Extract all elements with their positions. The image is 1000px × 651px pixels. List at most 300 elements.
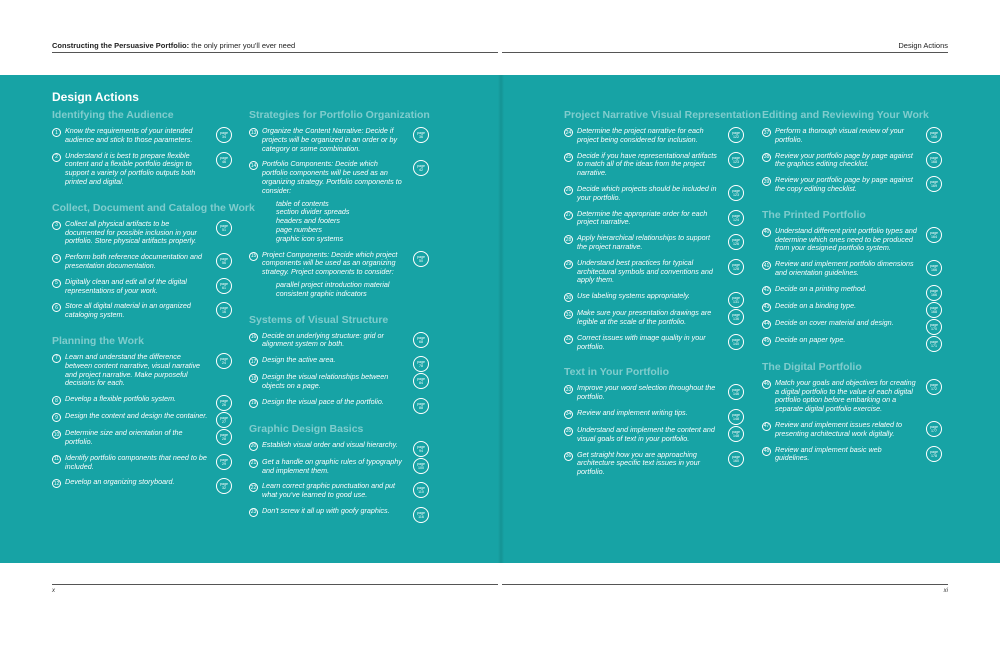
page-word: page [732, 296, 740, 301]
action-text-body: Organize the Content Narrative: Decide if projects will be organized in an order or by category or some combination. [262, 126, 398, 153]
action-text-body: Design the active area. [262, 355, 336, 365]
page-reference-badge [413, 127, 429, 143]
action-text [577, 409, 746, 418]
action-item [52, 477, 234, 491]
page-number: 178 [931, 453, 937, 458]
action-text [262, 398, 431, 407]
action-item [564, 210, 746, 228]
action-text-body: Decide on underlying structure: grid or alignment system or both. [262, 330, 384, 349]
page-word: page [732, 313, 740, 318]
action-text [577, 234, 746, 252]
action-text [65, 302, 234, 320]
page-number: 61 [222, 285, 226, 290]
page-reference-badge [728, 185, 744, 201]
page-number: 169 [931, 184, 937, 189]
item-number-badge: 43 [763, 304, 770, 311]
page-word: page [220, 223, 228, 228]
section-heading: Planning the Work [52, 334, 144, 347]
action-item [564, 259, 746, 285]
item-number-badge: 44 [763, 321, 770, 328]
action-item [564, 185, 746, 203]
page-number: 116 [418, 514, 424, 519]
page-reference-badge [728, 152, 744, 168]
action-item [762, 421, 944, 439]
action-text [577, 210, 746, 228]
action-item [52, 394, 234, 408]
footer-rule-right [502, 584, 948, 585]
item-number-badge: 32 [565, 336, 572, 343]
sub-list-item: consistent graphic indicators [276, 288, 367, 298]
page-reference-badge [728, 451, 744, 467]
section [249, 422, 431, 517]
page-reference-badge [216, 152, 232, 168]
page-word: page [220, 433, 228, 438]
section [52, 334, 234, 491]
item-number-badge: 39 [763, 178, 770, 185]
action-text-body: Apply hierarchical relationships to support the project narrative. [577, 233, 711, 251]
item-number-badge: 30 [565, 294, 572, 301]
action-text [775, 421, 944, 439]
page-reference-badge [413, 507, 429, 523]
action-item [249, 441, 431, 451]
page-word: page [930, 180, 938, 185]
action-item [564, 451, 746, 477]
page-reference-badge [413, 398, 429, 414]
action-item [52, 220, 234, 246]
action-item [52, 152, 234, 187]
action-text [775, 336, 944, 345]
action-text-body: Review and implement basic web guidelines. [775, 444, 882, 463]
action-text-body: Identify portfolio components that need to be included. [65, 452, 207, 471]
section-heading: Collect, Document and Catalog the Work [52, 201, 255, 214]
action-item [564, 152, 746, 178]
page-word: page [732, 429, 740, 434]
page-reference-badge [926, 319, 942, 335]
header-rule-left [52, 52, 498, 53]
running-head-right: Design Actions [898, 41, 948, 50]
action-text [577, 185, 746, 203]
action-text-body: Decide on cover material and design. [775, 317, 894, 327]
page-number: 84 [419, 381, 423, 386]
action-text [775, 302, 944, 311]
action-item [249, 332, 431, 350]
page-number: 166 [931, 292, 937, 297]
sub-list-item: graphic icon systems [276, 233, 344, 243]
page-reference-badge [926, 421, 942, 437]
action-text-body: Determine size and orientation of the portfolio. [65, 428, 183, 446]
section [564, 108, 762, 351]
page-number: 170 [931, 326, 937, 331]
item-number-badge: 14 [250, 162, 257, 169]
item-number-badge: 9 [52, 413, 61, 422]
section [762, 208, 944, 346]
page-number: 123 [733, 159, 739, 164]
page-number: 100 [418, 465, 424, 470]
page-number: 136 [733, 317, 739, 322]
item-number-badge: 33 [565, 386, 572, 393]
action-text-body: Decide on a binding type. [775, 300, 857, 310]
action-text [262, 482, 431, 500]
page-reference-badge [413, 251, 429, 267]
action-text-body: Establish visual order and visual hierarchy. [262, 439, 398, 449]
action-text-body: Get straight how you are approaching architecture specific text issues in your portfolio. [577, 449, 701, 477]
action-text-body: Design the content and design the container. [65, 411, 208, 421]
sub-list-item: parallel project introduction material [276, 279, 390, 289]
page-reference-badge [216, 454, 232, 470]
page-word: page [930, 131, 938, 135]
page-word: page [930, 322, 938, 327]
action-text [577, 384, 746, 402]
page-number: 88 [419, 405, 423, 410]
action-item [249, 373, 431, 391]
page-number: 168 [931, 309, 937, 314]
action-text-body: Review and implement portfolio dimensions and orientation guidelines. [775, 259, 914, 277]
folio-right: xi [943, 588, 948, 594]
item-number-badge: 26 [565, 187, 572, 194]
page-title: Design Actions [52, 90, 139, 104]
page-reference-badge [216, 127, 232, 143]
page-word: page [732, 238, 740, 243]
sub-list [262, 281, 405, 299]
item-number-badge: 5 [52, 279, 61, 288]
action-text-body: Decide on a printing method. [775, 283, 867, 293]
item-number-badge: 17 [250, 358, 257, 365]
item-number-badge: 40 [763, 229, 770, 236]
action-item [564, 426, 746, 444]
page-word: page [417, 164, 425, 169]
page-number: 78 [419, 364, 423, 369]
column-2 [249, 108, 431, 531]
action-text [577, 309, 746, 327]
item-number-badge: 47 [763, 423, 770, 430]
action-text [775, 446, 944, 464]
page-word: page [220, 416, 228, 421]
item-number-badge: 20 [250, 443, 257, 450]
action-text-body: Review and implement issues related to presenting architectural work digitally. [775, 419, 903, 438]
action-item [564, 384, 746, 402]
page-reference-badge [216, 478, 232, 494]
page-reference-badge [926, 152, 942, 168]
page-word: page [930, 288, 938, 293]
page-number: 148 [733, 433, 739, 438]
item-number-badge: 42 [763, 287, 770, 294]
item-number-badge: 27 [565, 212, 572, 219]
page-word: page [417, 444, 425, 449]
page-reference-badge [216, 278, 232, 294]
action-text-body: Design the visual pace of the portfolio. [262, 396, 384, 406]
section [762, 360, 944, 463]
item-number-badge: 8 [52, 396, 61, 405]
action-item [762, 302, 944, 312]
page-number: 56 [222, 261, 226, 266]
section [249, 108, 431, 299]
page-word: page [930, 382, 938, 387]
section-heading: Strategies for Portfolio Organization [249, 109, 430, 121]
action-item [249, 251, 431, 299]
action-text [65, 220, 234, 246]
page-number: 32 [222, 486, 226, 491]
page-reference-badge [413, 458, 429, 474]
action-item [249, 160, 431, 243]
page-word: page [930, 449, 938, 454]
folio-left: x [52, 588, 55, 594]
action-item [762, 285, 944, 295]
item-number-badge: 2 [52, 153, 61, 162]
action-text-body: Review your portfolio page by page against the copy editing checklist. [775, 175, 913, 193]
item-number-badge: 25 [565, 154, 572, 161]
page-number: 46 [222, 159, 226, 164]
page-word: page [732, 388, 740, 393]
item-number-badge: 3 [52, 221, 61, 230]
page-number: 122 [733, 135, 739, 139]
action-text [775, 127, 944, 145]
action-item [762, 127, 944, 145]
book-subtitle: the only primer you'll ever need [189, 41, 296, 50]
page-number: 148 [733, 416, 739, 421]
page-word: page [732, 155, 740, 160]
page-word: page [220, 281, 228, 286]
page-word: page [930, 339, 938, 344]
page-number: 126 [733, 242, 739, 247]
page-word: page [220, 306, 228, 311]
action-text-body: Store all digital material in an organized cataloging system. [65, 301, 191, 320]
page-reference-badge [728, 334, 744, 350]
section-heading: Editing and Reviewing Your Work [762, 109, 929, 121]
page-reference-badge [216, 220, 232, 236]
item-number-badge: 23 [250, 509, 257, 516]
section-heading: Text in Your Portfolio [564, 366, 669, 379]
action-text [577, 292, 746, 301]
action-text-body: Review your portfolio page by page against the graphics editing checklist. [775, 150, 913, 169]
page-number: 164 [931, 234, 937, 239]
page-number: 36 [419, 135, 423, 139]
page-reference-badge [728, 426, 744, 442]
item-number-badge: 22 [250, 484, 257, 491]
action-text-body: Determine the appropriate order for each project narrative. [577, 208, 708, 227]
page-number: 172 [931, 386, 937, 391]
page-reference-badge [926, 302, 942, 318]
page-word: page [220, 131, 228, 135]
item-number-badge: 35 [565, 428, 572, 435]
action-item [249, 355, 431, 369]
page-number: 28 [222, 437, 226, 442]
section-heading: Systems of Visual Structure [249, 313, 389, 326]
page-number: 128 [733, 266, 739, 271]
page-number: 160 [733, 458, 739, 463]
page-number: 140 [733, 341, 739, 346]
action-text-body: Match your goals and objectives for creating a digital portfolio to the value of each digital portfolio option before embarking on a separate digital portfolio exercise. [775, 377, 916, 414]
section-heading: The Digital Portfolio [762, 360, 862, 373]
item-number-badge: 12 [53, 480, 60, 487]
page-word: page [930, 264, 938, 269]
item-number-badge: 37 [763, 129, 770, 136]
page-reference-badge [926, 446, 942, 462]
sub-list-item: table of contents [276, 198, 329, 208]
action-text-body: Design the visual relationships between objects on a page. [262, 372, 389, 390]
action-item [52, 454, 234, 472]
action-text [262, 332, 431, 350]
page-number: 168 [931, 159, 937, 164]
page-word: page [732, 412, 740, 417]
item-number-badge: 11 [53, 456, 60, 463]
page-reference-badge [728, 259, 744, 275]
page-word: page [732, 337, 740, 342]
action-item [564, 409, 746, 419]
section [52, 108, 234, 187]
action-text [775, 152, 944, 170]
item-number-badge: 45 [763, 338, 770, 345]
action-text [65, 127, 234, 145]
action-text [262, 160, 431, 243]
page-reference-badge [413, 356, 429, 372]
page-number: 171 [931, 343, 937, 348]
page-reference-badge [413, 332, 429, 348]
section [249, 313, 431, 408]
page-number: 123 [733, 192, 739, 197]
page-word: page [220, 155, 228, 160]
item-number-badge: 15 [250, 253, 257, 260]
action-item [762, 379, 944, 414]
action-text [262, 373, 431, 391]
page-word: page [417, 360, 425, 365]
action-text [577, 259, 746, 285]
item-number-badge: 34 [565, 411, 572, 418]
action-text [65, 152, 234, 187]
action-text [577, 152, 746, 178]
item-number-badge: 46 [763, 381, 770, 388]
item-number-badge: 38 [763, 154, 770, 161]
page-word: page [930, 424, 938, 429]
page-reference-badge [926, 227, 942, 243]
action-text [577, 334, 746, 352]
page-number: 51 [222, 227, 226, 232]
action-item [249, 458, 431, 476]
footer-rule-left [52, 584, 498, 585]
item-number-badge: 48 [763, 448, 770, 455]
action-text [65, 278, 234, 296]
page-number: 177 [931, 428, 937, 433]
action-text [577, 451, 746, 477]
item-number-badge: 7 [52, 354, 61, 363]
item-number-badge: 28 [565, 236, 572, 243]
action-text [577, 426, 746, 444]
action-text [65, 454, 234, 472]
action-text [65, 395, 234, 404]
page-number: 50 [419, 258, 423, 263]
header-rule-right [502, 52, 948, 53]
action-text [262, 507, 431, 516]
action-text-body: Perform both reference documentation and presentation documentation. [65, 252, 203, 270]
page-word: page [732, 262, 740, 267]
action-item [762, 446, 944, 464]
page-number: 168 [931, 135, 937, 139]
item-number-badge: 24 [565, 129, 572, 136]
spread-gutter [498, 75, 504, 563]
column-4 [762, 108, 944, 477]
action-item [249, 398, 431, 408]
page-word: page [930, 155, 938, 160]
page-number: 42 [419, 168, 423, 173]
action-item [762, 260, 944, 278]
page-word: page [930, 305, 938, 310]
action-item [564, 291, 746, 305]
action-text-body: Understand best practices for typical architectural symbols and conventions and apply them. [577, 257, 713, 285]
action-text [65, 353, 234, 388]
action-text-body: Collect all physical artifacts to be documented for possible inclusion in your portfolio. Store physical artifacts properly. [65, 218, 197, 246]
action-item [52, 127, 234, 145]
page-word: page [220, 257, 228, 262]
item-number-badge: 21 [250, 460, 257, 467]
page-reference-badge [926, 127, 942, 143]
action-text-body: Understand different print portfolio types and determine which ones need to be produced from your designed portfolio system. [775, 225, 917, 253]
action-item [762, 152, 944, 170]
page-number: 24 [222, 360, 226, 365]
page-word: page [417, 461, 425, 466]
page-number: 110 [418, 490, 424, 495]
action-text-body: Get a handle on graphic rules of typography and implement them. [262, 456, 402, 475]
item-number-badge: 18 [250, 375, 257, 382]
book-title: Constructing the Persuasive Portfolio: [52, 41, 190, 50]
sub-list-item: page numbers [276, 224, 322, 234]
action-text [775, 260, 944, 278]
action-text [65, 429, 234, 447]
action-text-body: Decide if you have representational artifacts to match all of the ideas from the project narrative. [577, 150, 717, 178]
running-head-left [52, 41, 295, 50]
action-item [564, 234, 746, 252]
action-text-body: Use labeling systems appropriately. [577, 291, 690, 301]
action-text [775, 227, 944, 253]
page-reference-badge [926, 285, 942, 301]
action-item [564, 127, 746, 145]
action-text-body: Digitally clean and edit all of the digital representations of your work. [65, 276, 187, 295]
action-item [249, 127, 431, 153]
action-item [52, 302, 234, 320]
page-word: page [732, 188, 740, 193]
action-text-body: Perform a thorough visual review of your portfolio. [775, 126, 905, 144]
item-number-badge: 19 [250, 400, 257, 407]
section-heading: Graphic Design Basics [249, 422, 364, 435]
page-word: page [417, 131, 425, 135]
page-word: page [930, 230, 938, 235]
action-text [262, 127, 431, 153]
item-number-badge: 10 [53, 431, 60, 438]
page-reference-badge [216, 412, 232, 428]
action-item [249, 507, 431, 517]
page-number: 27 [222, 420, 226, 425]
action-text-body: Develop a flexible portfolio system. [65, 394, 177, 404]
page-reference-badge [216, 353, 232, 369]
page-reference-badge [216, 395, 232, 411]
action-text [65, 412, 234, 421]
action-item [52, 411, 234, 425]
action-text-body: Review and implement writing tips. [577, 407, 688, 417]
action-text [775, 176, 944, 194]
action-text-body: Improve your word selection throughout the portfolio. [577, 383, 716, 402]
page-reference-badge [926, 379, 942, 395]
sub-list [262, 200, 405, 244]
action-text-body: Understand and implement the content and visual goals of text in your portfolio. [577, 424, 715, 443]
item-number-badge: 36 [565, 453, 572, 460]
action-text-body: Portfolio Components: Decide which portfolio components will be used as an organizing strategy. Portfolio components to consider: [262, 159, 402, 195]
page-word: page [417, 254, 425, 259]
page-reference-badge [728, 409, 744, 425]
page-number: 26 [222, 403, 226, 408]
sub-list-item: section divider spreads [276, 207, 350, 217]
page-number: 166 [931, 268, 937, 273]
section-heading: Identifying the Audience [52, 109, 174, 121]
column-3 [564, 108, 762, 491]
action-item [762, 176, 944, 194]
